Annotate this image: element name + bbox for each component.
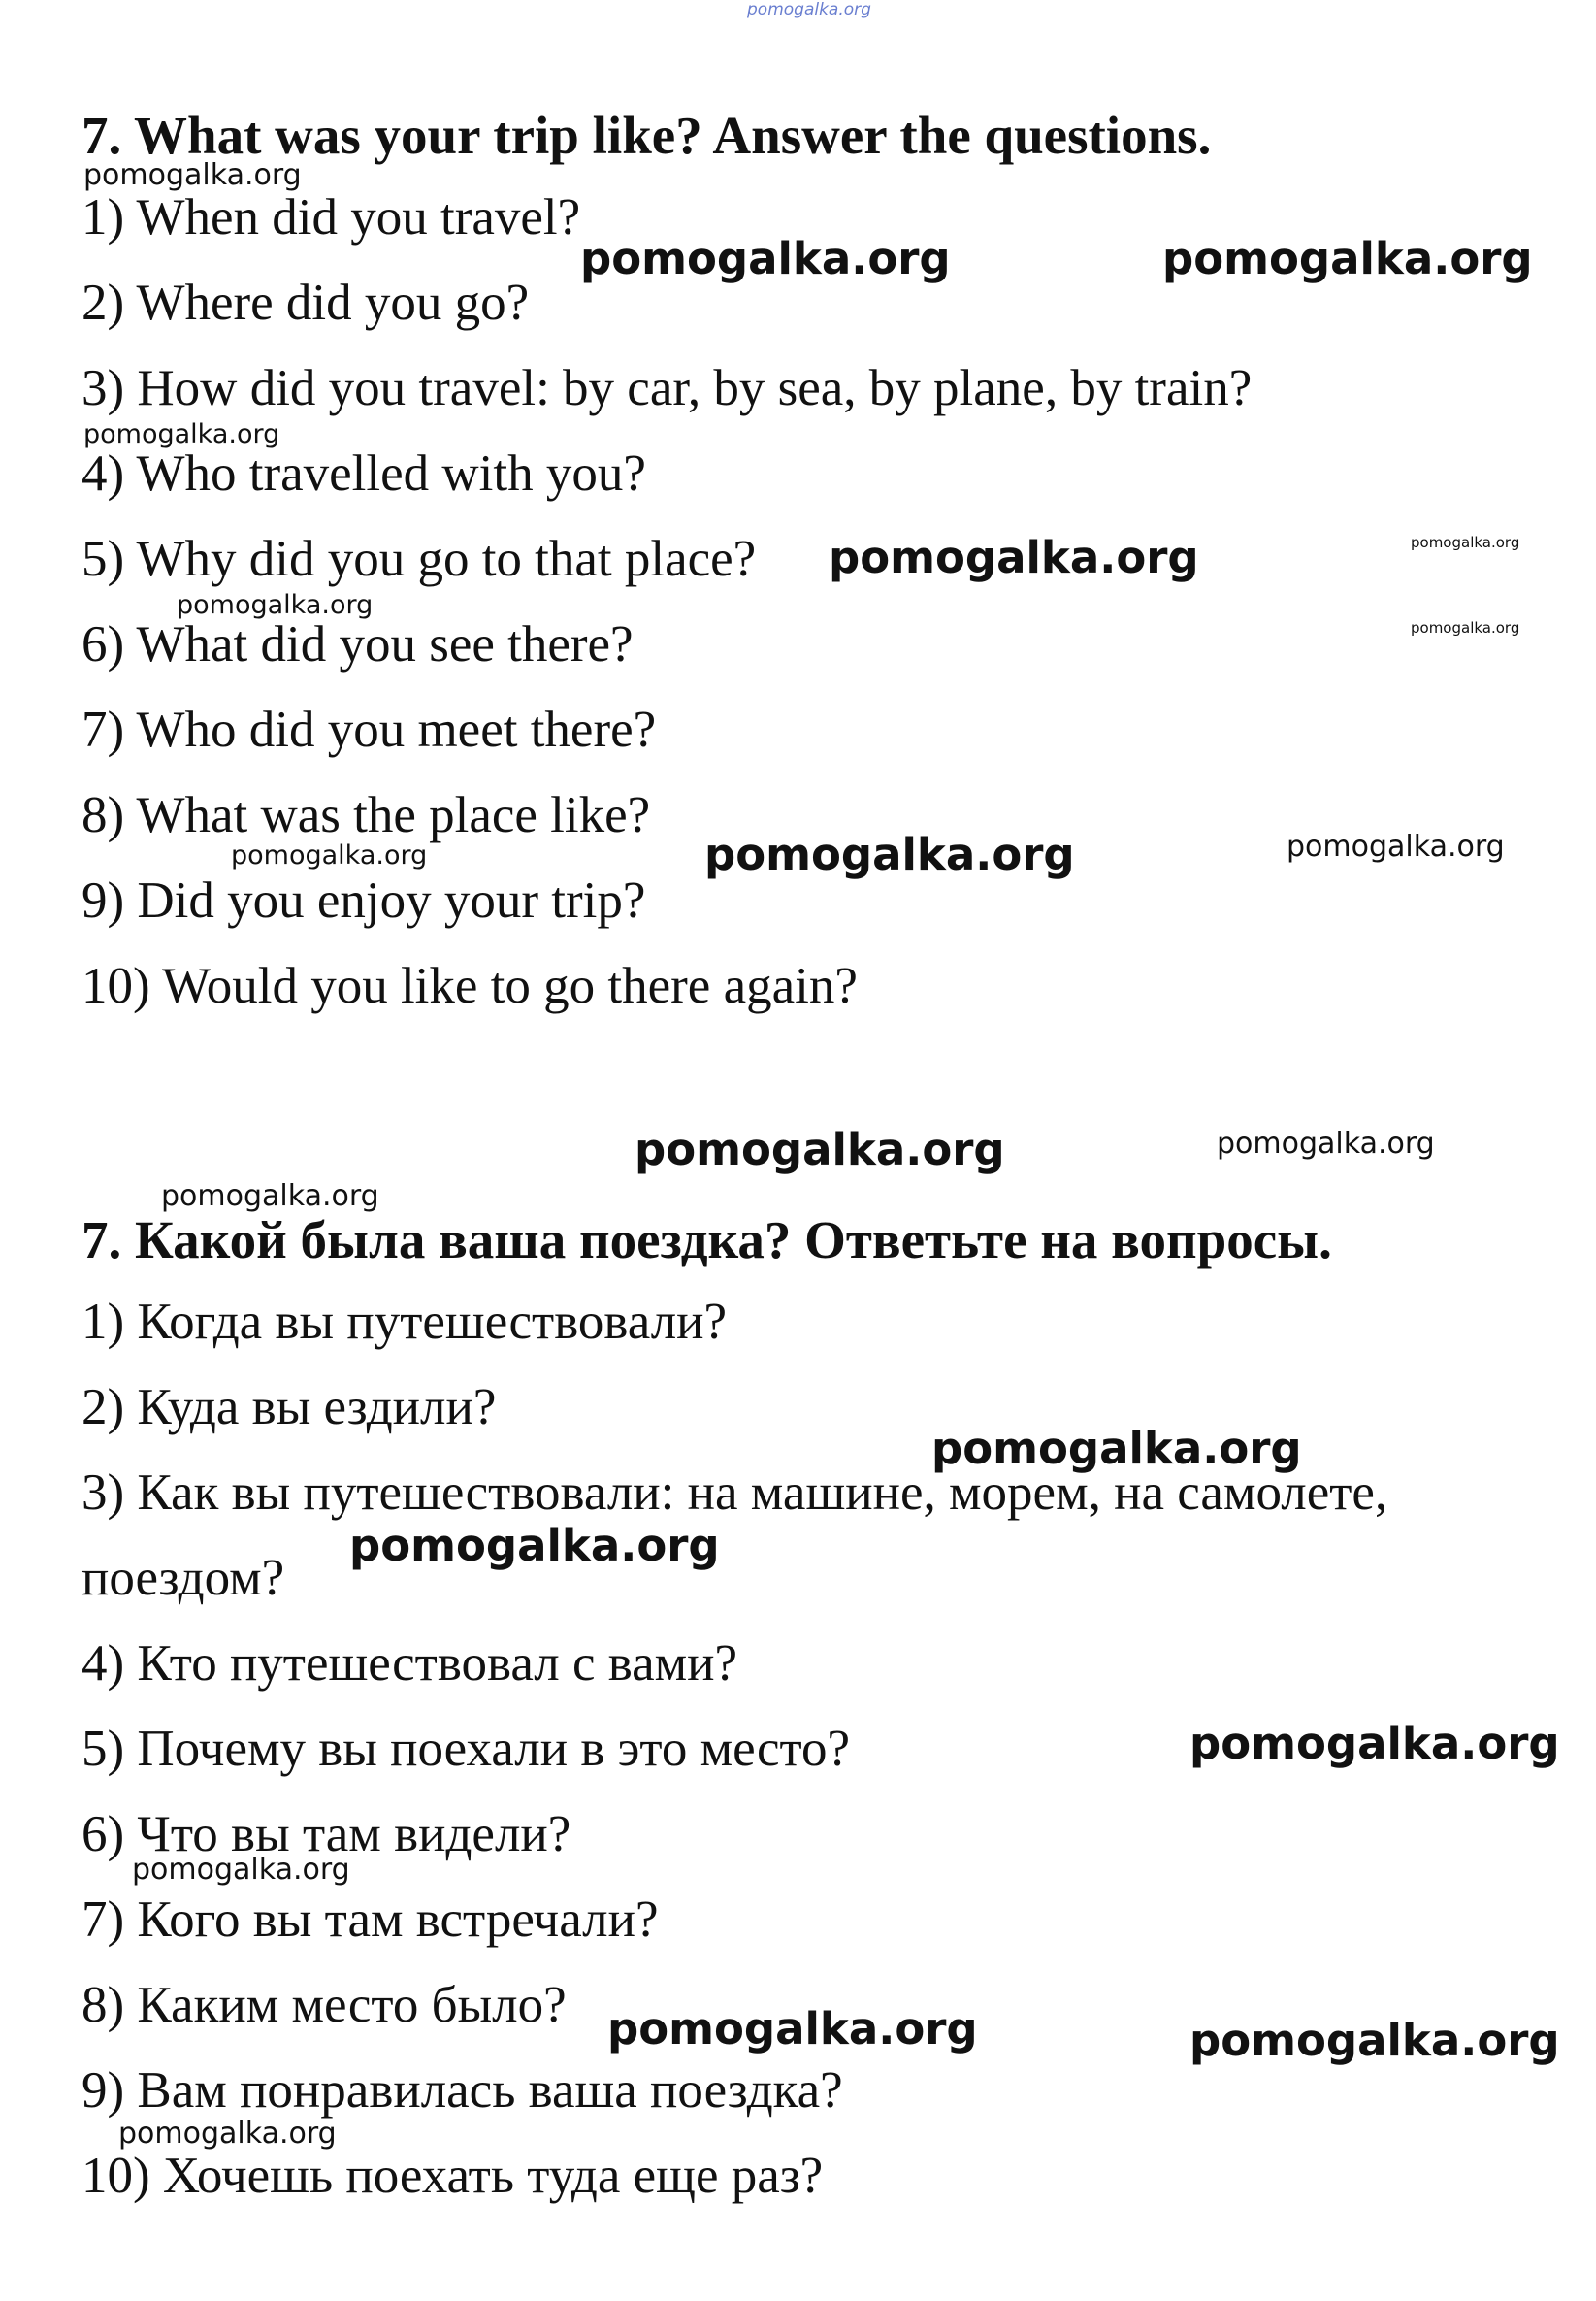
russian-question-4: 4) Кто путешествовал с вами? [81,1635,738,1692]
watermark-top: pomogalka.org [747,0,871,19]
english-question-8: 8) What was the place like? [81,787,651,843]
watermark: pomogalka.org [83,158,302,192]
english-question-7: 7) Who did you meet there? [81,702,657,758]
russian-question-9: 9) Вам понравилась ваша поездка? [81,2062,843,2119]
russian-question-6: 6) Что вы там видели? [81,1806,571,1862]
russian-question-10: 10) Хочешь поехать туда еще раз? [81,2148,824,2204]
russian-question-1: 1) Когда вы путешествовали? [81,1294,728,1350]
english-question-6: 6) What did you see there? [81,616,634,673]
english-question-9: 9) Did you enjoy your trip? [81,872,646,929]
english-question-10: 10) Would you like to go there again? [81,958,858,1014]
watermark: pomogalka.org [161,1179,379,1213]
watermark: pomogalka.org [132,1853,350,1887]
russian-question-7: 7) Кого вы там встречали? [81,1891,659,1948]
russian-question-8: 8) Каким место было? [81,1977,567,2033]
watermark: pomogalka.org [177,590,374,620]
english-question-2: 2) Where did you go? [81,275,530,331]
watermark: pomogalka.org [118,2117,337,2151]
watermark: pomogalka.org [580,233,951,284]
watermark: pomogalka.org [349,1520,720,1571]
watermark: pomogalka.org [231,840,428,871]
english-task-title: 7. What was your trip like? Answer the questions. [81,106,1212,165]
watermark: pomogalka.org [1189,1718,1560,1769]
watermark: pomogalka.org [1217,1127,1435,1161]
english-question-4: 4) Who travelled with you? [81,445,646,502]
watermark: pomogalka.org [829,532,1199,583]
watermark: pomogalka.org [1411,619,1520,637]
russian-question-3-continued: поездом? [81,1550,285,1606]
russian-task-title: 7. Какой была ваша поездка? Ответьте на вопросы. [81,1210,1332,1269]
russian-question-3: 3) Как вы путешествовали: на машине, морем, на самолете, [81,1464,1388,1521]
watermark: pomogalka.org [1287,830,1505,864]
russian-question-2: 2) Куда вы ездили? [81,1379,497,1435]
english-question-1: 1) When did you travel? [81,189,581,246]
watermark: pomogalka.org [607,2003,978,2054]
watermark: pomogalka.org [1189,2015,1560,2066]
watermark: pomogalka.org [83,419,280,449]
watermark: pomogalka.org [1162,233,1533,284]
english-question-5: 5) Why did you go to that place? [81,531,757,587]
watermark: pomogalka.org [1411,534,1520,551]
watermark: pomogalka.org [931,1423,1302,1474]
english-question-3: 3) How did you travel: by car, by sea, by plane, by train? [81,360,1253,416]
watermark: pomogalka.org [635,1124,1005,1175]
russian-question-5: 5) Почему вы поехали в это место? [81,1721,850,1777]
watermark: pomogalka.org [704,829,1075,880]
